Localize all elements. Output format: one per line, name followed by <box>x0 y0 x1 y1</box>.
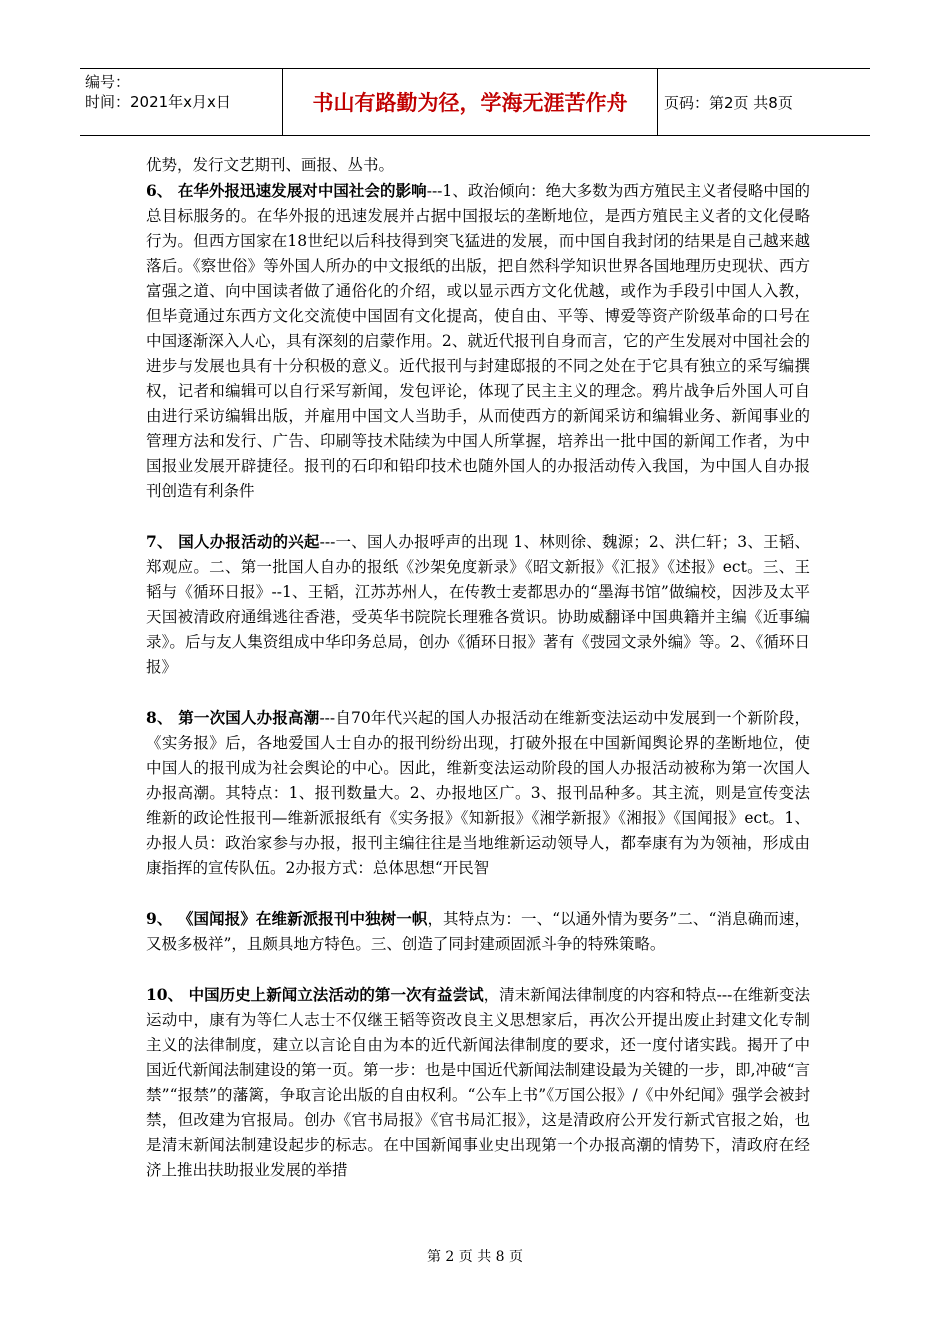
paragraph-continuation: 优势，发行文艺期刊、画报、丛书。 <box>146 156 395 174</box>
item-title: 第一次国人办报高潮 <box>178 708 320 727</box>
item-text: ---一、国人办报呼声的出现 1、林则徐、魏源；2、洪仁轩；3、王韬、郑观应。二、第一批国人自办的报纸《沙架免度新录》《昭文新报》《汇报》《述报》ect。三、王韬与《循环日报》--1、王韬，江苏苏州人，在传教士麦都思办的“墨海书馆”做编校，因涉及太平天国被清政府通缉逃往香港，受英华书院院长理雅各赏识。协助威翻译中国典籍并主编《近事编录》。后与友人集资组成中华印务总局，创办《循环日报》著有《弢园文录外编》等。2、《循环日报》 <box>146 533 810 676</box>
header-code-label: 编号： <box>85 73 131 91</box>
page-header <box>80 68 870 136</box>
header-motto: 书山有路勤为径，学海无涯苦作舟 <box>283 69 658 135</box>
item-number: 6、 <box>146 181 178 200</box>
page-footer: 第 2 页 共 8 页 <box>426 1249 524 1265</box>
item-title: 国人办报活动的兴起 <box>178 532 320 551</box>
paragraph-6 <box>146 178 810 504</box>
header-time-label: 时间：2021年x月x日 <box>85 93 231 111</box>
item-text: ---1、政治倾向：绝大多数为西方殖民主义者侵略中国的总目标服务的。在华外报的迅速发展并占据中国报坛的垄断地位，是西方殖民主义者的文化侵略行为。但西方国家在18世纪以后科技得到突飞猛进的发展，而中国自我封闭的结果是自己越来越落后。《察世俗》等外国人所办的中文报纸的出版，把自然科学知识世界各国地理历史现状、西方富强之道、向中国读者做了通俗化的介绍，或以显示西方文化优越，或作为手段引中国人入教，但毕竟通过东西方文化交流使中国固有文化提高，使自由、平等、博爱等资产阶级革命的口号在中国逐渐深入人心，具有深刻的启蒙作用。2、就近代报刊自身而言，它的产生发展对中国社会的进步与发展也具有十分积极的意义。近代报刊与封建邸报的不同之处在于它具有独立的采写编撰权，记者和编辑可以自行采写新闻，发包评论，体现了民主主义的理念。鸦片战争后外国人可自由进行采访编辑出版，并雇用中国文人当助手，从而使西方的新闻采访和编辑业务、新闻事业的管理方法和发行、广告、印刷等技术陆续为中国人所掌握，培养出一批中国的新闻工作者，为中国报业发展开辟捷径。报刊的石印和铅印技术也随外国人的办报活动传入我国，为中国人自办报刊创造有利条件 <box>146 182 810 500</box>
header-meta <box>80 69 283 135</box>
document-body <box>146 153 810 1183</box>
item-text: ，其特点为：一、“以通外情为要务”二、“消息确而速，又极多极祥”，且颇具地方特色。三、创造了同封建顽固派斗争的特殊策略。 <box>146 910 810 953</box>
item-title: 在华外报迅速发展对中国社会的影响 <box>177 181 427 200</box>
paragraph-9 <box>146 906 810 957</box>
item-number: 8、 <box>146 708 179 727</box>
item-number: 7、 <box>146 532 179 551</box>
paragraph-10 <box>146 982 810 1183</box>
item-text: ---自70年代兴起的国人办报活动在维新变法运动中发展到一个新阶段，《实务报》后，各地爱国人士自办的报刊纷纷出现，打破外报在中国新闻舆论界的垄断地位，使中国人的报刊成为社会舆论的中心。因此，维新变法运动阶段的国人办报活动被称为第一次国人办报高潮。其特点：1、报刊数量大。2、办报地区广。3、报刊品种多。其主流，则是宣传变法维新的政论性报刊—维新派报纸有《实务报》《知新报》《湘学新报》《湘报》《国闻报》ect。1、办报人员：政治家参与办报，报刊主编往往是当地维新运动领导人，都奉康有为为领袖，形成由康指挥的宣传队伍。2办报方式：总体思想“开民智 <box>146 709 810 877</box>
header-page-label: 页码：第2页 共8页 <box>664 93 793 112</box>
item-title: 中国历史上新闻立法活动的第一次有益尝试 <box>188 985 484 1004</box>
paragraph-7 <box>146 529 810 680</box>
item-title: 《国闻报》在维新派报刊中独树一帜 <box>177 909 428 928</box>
item-number: 9、 <box>146 909 178 928</box>
paragraph-8 <box>146 705 810 881</box>
item-number: 10、 <box>146 985 189 1004</box>
item-text: ，清末新闻法律制度的内容和特点---在维新变法运动中，康有为等仁人志士不仅继王韬等资改良主义思想家后，再次公开提出废止封建文化专制主义的法律制度，建立以言论自由为本的近代新闻法律制度的要求，还一度付诸实践。揭开了中国近代新闻法制建设的第一页。第一步：也是中国近代新闻法制建设最为关键的一步，即,冲破“言禁”“报禁”的藩篱，争取言论出版的自由权利。“公车上书”《万国公报》/《中外纪闻》强学会被封禁，但改建为官报局。创办《官书局报》《官书局汇报》，这是清政府公开发行新式官报之始，也是清末新闻法制建设起步的标志。在中国新闻事业史出现第一个办报高潮的情势下，清政府在经济上推出扶助报业发展的举措 <box>146 986 810 1179</box>
